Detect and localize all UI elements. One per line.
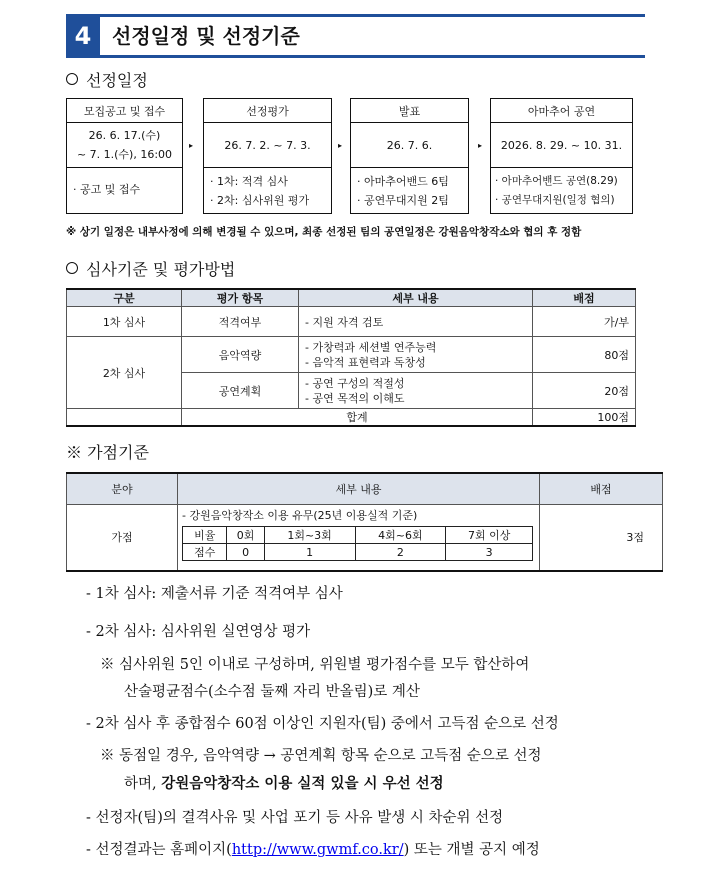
note-judges-l2: 산술평균점수(소수점 둘째 자리 반올림)로 계산 xyxy=(124,684,420,700)
item-cell: 공연계획 xyxy=(182,373,299,409)
bullet-second-review: - 2차 심사: 심사위원 실연영상 평가 xyxy=(86,624,311,640)
bonus-table xyxy=(66,472,663,572)
schedule-box-date: 2026. 8. 29. ~ 10. 31. xyxy=(491,123,632,168)
schedule-box-items: · 아마추어밴드 공연(8.29) · 공연무대지원(일정 협의) xyxy=(495,175,618,206)
schedule-box-items: · 1차: 적격 심사 · 2차: 심사위원 평가 xyxy=(210,175,310,207)
note-tie-l2: 하며, 강원음악창작소 이용 실적 있을 시 우선 선정 xyxy=(124,775,444,792)
schedule-box-title: 발표 xyxy=(351,99,468,123)
schedule-box-date: 26. 6. 17.(수) ~ 7. 1.(수), 16:00 xyxy=(67,123,182,168)
bonus-detail-title: - 강원음악창작소 이용 유무(25년 이용실적 기준) xyxy=(182,509,418,522)
table-row xyxy=(67,505,663,571)
total-label: 합계 xyxy=(182,409,533,427)
schedule-note: ※ 상기 일정은 내부사정에 의해 변경될 수 있으며, 최종 선정된 팀의 공연일정은 강원음악창작소와 협의 후 정함 xyxy=(66,226,582,238)
criteria-header-score: 배점 xyxy=(533,289,636,307)
details-cell: - 공연 구성의 적절성 - 공연 목적의 이해도 xyxy=(299,373,533,409)
details-cell: - 가창력과 세션별 연주능력 - 음악적 표현력과 독창성 xyxy=(299,337,533,373)
header-rule-bottom xyxy=(100,55,645,58)
score-cell: 20점 xyxy=(533,373,636,409)
bonus-field-cell: 가점 xyxy=(67,505,178,571)
stage-cell: 2차 심사 xyxy=(67,337,182,409)
details-cell: - 지원 자격 검토 xyxy=(299,307,533,337)
bullet-disqualification: - 선정자(팀)의 결격사유 및 사업 포기 등 사유 발생 시 차순위 선정 xyxy=(86,810,504,826)
schedule-box-items: · 아마추어밴드 6팀 · 공연무대지원 2팀 xyxy=(357,175,449,207)
schedule-box-performance xyxy=(490,98,633,214)
arrow-right-icon: ▸ xyxy=(478,141,483,150)
header-rule-top xyxy=(100,14,645,17)
total-score: 100점 xyxy=(533,409,636,427)
score-cell: 80점 xyxy=(533,337,636,373)
score-cell: 가/부 xyxy=(533,307,636,337)
note-judges-l1: ※ 심사위원 5인 이내로 구성하며, 위원별 평가점수를 모두 합산하여 xyxy=(100,657,530,673)
bonus-heading: ※ 가점기준 xyxy=(66,443,149,462)
schedule-box-date: 26. 7. 6. xyxy=(351,123,468,168)
circle-bullet-icon xyxy=(66,73,78,85)
bullet-selection: - 2차 심사 후 종합점수 60점 이상인 지원자(팀) 중에서 고득점 순으로 선정 xyxy=(86,716,559,732)
section-number: 4 xyxy=(66,14,100,58)
bonus-header-score: 배점 xyxy=(540,473,663,505)
criteria-table xyxy=(66,288,636,427)
bullet-results: - 선정결과는 홈페이지(http://www.gwmf.co.kr/) 또는 개별 공지 예정 xyxy=(86,842,540,858)
item-cell: 음악역량 xyxy=(182,337,299,373)
bonus-inner-table: 비율 0회 1회~3회 4회~6회 7회 이상 점수 0 1 2 3 xyxy=(182,526,533,561)
table-row-total xyxy=(67,409,636,427)
table-row xyxy=(67,307,636,337)
schedule-box-evaluation xyxy=(203,98,332,214)
criteria-heading: 심사기준 및 평가방법 xyxy=(66,257,235,280)
schedule-box-announcement xyxy=(350,98,469,214)
homepage-link[interactable]: http://www.gwmf.co.kr/ xyxy=(231,842,404,858)
schedule-box-recruit xyxy=(66,98,183,214)
arrow-right-icon: ▸ xyxy=(189,141,194,150)
bonus-header-details: 세부 내용 xyxy=(178,473,540,505)
item-cell: 적격여부 xyxy=(182,307,299,337)
schedule-heading: 선정일정 xyxy=(66,68,148,91)
table-row xyxy=(67,337,636,373)
schedule-box-title: 선정평가 xyxy=(204,99,331,123)
schedule-box-items: · 공고 및 접수 xyxy=(73,183,141,196)
circle-bullet-icon xyxy=(66,262,78,274)
bonus-score-cell: 3점 xyxy=(540,505,663,571)
arrow-right-icon: ▸ xyxy=(338,141,343,150)
note-tie-l1: ※ 동점일 경우, 음악역량 → 공연계획 항목 순으로 고득점 순으로 선정 xyxy=(100,748,542,764)
bullet-first-review: - 1차 심사: 제출서류 기준 적격여부 심사 xyxy=(86,586,343,602)
criteria-header-item: 평가 항목 xyxy=(182,289,299,307)
schedule-box-title: 아마추어 공연 xyxy=(491,99,632,123)
bonus-details-cell xyxy=(178,505,540,571)
schedule-box-date: 26. 7. 2. ~ 7. 3. xyxy=(204,123,331,168)
schedule-box-title: 모집공고 및 접수 xyxy=(67,99,182,123)
bonus-header-field: 분야 xyxy=(67,473,178,505)
stage-cell: 1차 심사 xyxy=(67,307,182,337)
criteria-header-details: 세부 내용 xyxy=(299,289,533,307)
section-title: 선정일정 및 선정기준 xyxy=(112,24,300,48)
criteria-header-stage: 구분 xyxy=(67,289,182,307)
